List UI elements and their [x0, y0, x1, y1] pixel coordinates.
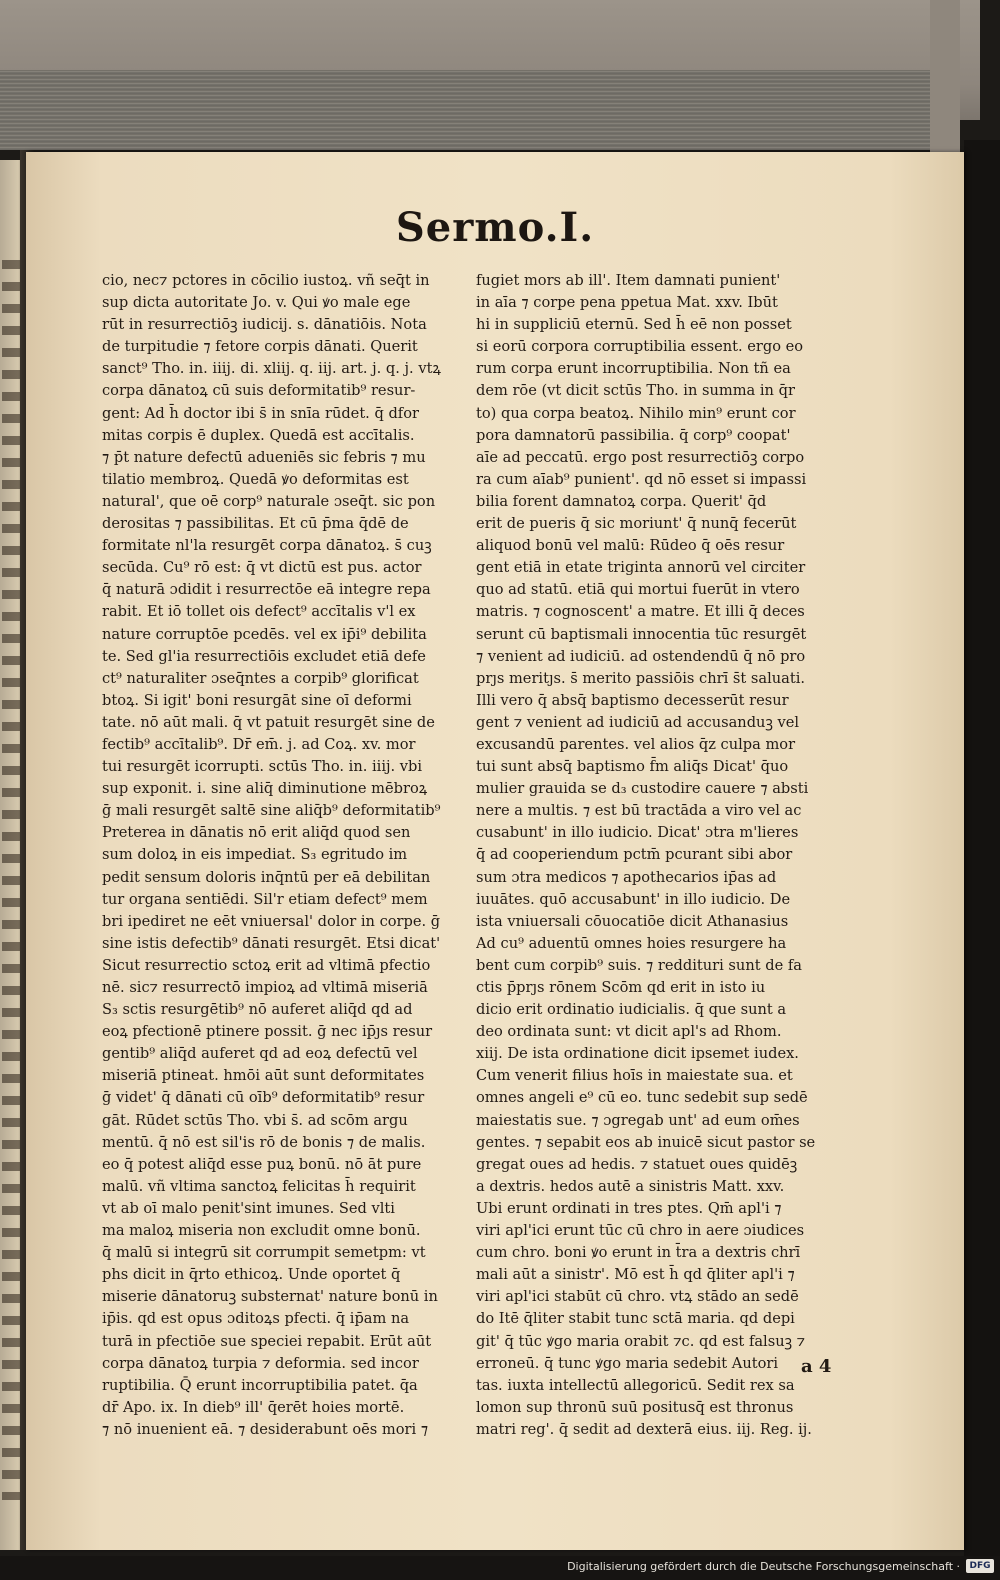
- text-line: Sicut resurrectio sctoꝝ erit ad vltimā pfectio: [102, 956, 431, 974]
- text-line: gentes. ⁊ sepabit eos ab inuicē sicut pastor se: [476, 1133, 816, 1151]
- footer-credit: Digitalisierung gefördert durch die Deutsche Forschungsgemeinschaft ·: [567, 1560, 960, 1573]
- text-line: cio, nec⁊ pctores in cōcilio iustoꝝ. vñ seq̄t in: [102, 272, 430, 289]
- text-line: gentib⁹ aliq̄d auferet qd ad eoꝝ defectū vel: [102, 1045, 418, 1063]
- text-line: S₃ sctis resurgētib⁹ nō auferet aliq̄d qd ad: [102, 1001, 413, 1019]
- text-line: te. Sed gl'ia resurrectiōis excludet etiā defe: [102, 647, 426, 665]
- text-line: nature corruptōe pcedēs. vel ex ip̄i⁹ debilita: [102, 625, 427, 643]
- text-line: iuuātes. quō accusabunt' in illo iudicio. De: [476, 890, 791, 908]
- text-line: serunt cū baptismali innocentia tūc resurgēt: [476, 625, 807, 643]
- text-line: dr̄ Apo. ix. In dieb⁹ ill' q̄erēt hoies mortē.: [102, 1398, 405, 1416]
- text-line: miseriā ptineat. hmōi aūt sunt deformitates: [102, 1067, 425, 1085]
- text-line: mentū. q̄ nō est sil'is rō de bonis ⁊ de malis.: [102, 1133, 426, 1151]
- text-line: ip̄is. qd est opus ɔditoꝝs pfecti. q̄ ip̄am na: [102, 1310, 410, 1328]
- text-line: corpa dānatoꝝ turpia ⁊ deformia. sed incor: [102, 1354, 419, 1372]
- text-line: sup exponit. i. sine aliq̄ diminutione mēbroꝝ: [102, 780, 428, 798]
- text-line: tas. iuxta intellectū allegoricū. Sedit rex sa: [476, 1376, 795, 1394]
- text-line: secūda. Cu⁹ rō est: q̄ vt dictū est pus. actor: [102, 559, 422, 577]
- text-line: a dextris. hedos autē a sinistris Matt. xxv.: [476, 1177, 785, 1195]
- text-line: pedit sensum doloris inq̄ntū per eā debilitan: [102, 868, 431, 886]
- text-line: prȷs meritȷs. s̄ merito passiōis chrī s̄t saluati.: [476, 669, 806, 687]
- text-line: natural', que oē corp⁹ naturale ɔseq̄t. sic pon: [102, 492, 436, 510]
- text-line: btoꝝ. Si igit' boni resurgāt sine oī deformi: [102, 691, 412, 709]
- text-line: nē. sic⁊ resurrectō impioꝝ ad vltimā miseriā: [102, 979, 428, 996]
- text-line: mulier grauida se d₃ custodire cauere ⁊ absti: [476, 780, 809, 798]
- text-line: sup dicta autoritate Jo. v. Qui ꝟo male ege: [102, 294, 411, 312]
- text-line: erroneū. q̄ tunc ꝟgo maria sedebit Autori: [476, 1354, 779, 1372]
- text-line: viri apl'ici stabūt cū chro. vtꝝ stādo an sedē: [476, 1288, 799, 1306]
- text-line: bri ipediret ne eēt vniuersal' dolor in corpe. ḡ: [102, 912, 441, 930]
- text-line: ruptibilia. Q̄ erunt incorruptibilia patet. q̄a: [102, 1376, 418, 1394]
- facing-page-text-margin: [2, 260, 22, 1500]
- text-column-left: [102, 270, 482, 1441]
- text-line: deo ordinata sunt: vt dicit apl's ad Rhom.: [476, 1023, 782, 1041]
- text-line: bilia forent damnatoꝝ corpa. Querit' q̄d: [476, 492, 767, 510]
- text-line: q̄ ad cooperiendum pctm̄ pcurant sibi abor: [476, 846, 793, 864]
- page-header: [26, 204, 964, 251]
- text-line: rabit. Et iō tollet ois defect⁹ accītalis v'l ex: [102, 603, 416, 621]
- text-line: tui sunt absq̄ baptismo f̄m aliq̄s Dicat' q̄uo: [476, 758, 789, 776]
- text-line: eoꝝ pfectionē ptinere possit. ḡ nec ip̄ȷs resur: [102, 1023, 433, 1041]
- text-line: ḡ mali resurgēt saltē sine aliq̄b⁹ deformitatib⁹: [102, 802, 441, 820]
- dfg-logo: DFG: [966, 1559, 994, 1573]
- text-line: ma maloꝝ miseria non excludit omne bonū.: [102, 1222, 421, 1240]
- text-line: omnes angeli e⁹ cū eo. tunc sedebit sup sedē: [476, 1089, 808, 1107]
- text-line: hi in suppliciū eternū. Sed h̄ eē non posset: [476, 316, 792, 334]
- text-line: excusandū parentes. vel alios q̄z culpa mor: [476, 735, 796, 753]
- text-column-right: [476, 270, 866, 1441]
- text-line: corpa dānatoꝝ cū suis deformitatib⁹ resur-: [102, 382, 416, 400]
- text-line: ⁊ nō inuenient eā. ⁊ desiderabunt oēs mori ⁊: [102, 1420, 429, 1438]
- text-line: eo q̄ potest aliq̄d esse puꝝ bonū. nō āt pure: [102, 1155, 422, 1173]
- text-line: gāt. Rūdet sctūs Tho. vbi s̄. ad scōm argu: [102, 1111, 408, 1129]
- text-line: malū. vñ vltima sanctoꝝ felicitas h̄ requirit: [102, 1177, 416, 1195]
- text-line: mali aūt a sinistr'. Mō est h̄ qd q̄liter apl'i ⁊: [476, 1266, 795, 1284]
- text-line: bent cum corpib⁹ suis. ⁊ reddituri sunt de fa: [476, 956, 802, 974]
- text-line: derositas ⁊ passibilitas. Et cū p̄ma q̄dē de: [102, 515, 409, 533]
- text-line: ⁊ p̄t nature defectū adueniēs sic febris ⁊ mu: [102, 448, 426, 466]
- text-line: formitate nl'la resurgēt corpa dānatoꝝ. s̄ cuꝫ: [102, 537, 432, 555]
- text-line: matri reg'. q̄ sedit ad dexterā eius. iij. Reg. ij.: [476, 1420, 812, 1438]
- text-line: rūt in resurrectiōꝫ iudicij. s. dānatiōis. Nota: [102, 316, 427, 334]
- text-line: vt ab oī malo penit'sint imunes. Sed vlti: [102, 1199, 395, 1217]
- text-line: tilatio membroꝝ. Quedā ꝟo deformitas est: [102, 470, 409, 488]
- text-line: lomon sup thronū suū positusq̄ est thronus: [476, 1398, 794, 1416]
- text-line: tate. nō aūt mali. q̄ vt patuit resurgēt sine de: [102, 713, 435, 731]
- page-edges: [0, 70, 930, 150]
- text-line: ḡ videt' q̄ dānati cū oīb⁹ deformitatib⁹ resur: [102, 1089, 425, 1107]
- text-line: dicio erit ordinatio iudicialis. q̄ que sunt a: [476, 1001, 787, 1019]
- text-line: sanct⁹ Tho. in. iiij. di. xliij. q. iij. art. j. q. j. vtꝝ: [102, 360, 441, 378]
- text-line: Illi vero q̄ absq̄ baptismo decesserūt resur: [476, 691, 789, 709]
- text-line: tui resurgēt icorrupti. sctūs Tho. in. iiij. vbi: [102, 758, 423, 776]
- text-line: si eorū corpora corruptibilia essent. ergo eo: [476, 338, 804, 356]
- text-line: aliquod bonū vel malū: Rūdeo q̄ oēs resur: [476, 537, 785, 555]
- text-line: pora damnatorū passibilia. q̄ corp⁹ coopat': [476, 426, 791, 444]
- scan-margin: [964, 140, 1000, 1560]
- text-line: mitas corpis ē duplex. Quedā est accītalis.: [102, 426, 415, 444]
- text-line: q̄ naturā ɔdidit i resurrectōe eā integre repa: [102, 581, 431, 599]
- text-line: gent ⁊ venient ad iudiciū ad accusanduꝫ vel: [476, 713, 800, 731]
- text-line: de turpitudie ⁊ fetore corpis dānati. Querit: [102, 338, 418, 356]
- text-line: Preterea in dānatis nō erit aliq̄d quod sen: [102, 824, 411, 842]
- text-line: matris. ⁊ cognoscent' a matre. Et illi q̄ deces: [476, 603, 805, 621]
- book-cover-corner: [930, 0, 960, 160]
- text-line: fugiet mors ab ill'. Item damnati punient': [476, 272, 781, 289]
- text-line: cum chro. boni ꝟo erunt in t̄ra a dextris chrī: [476, 1244, 801, 1262]
- footer-bar: [0, 1556, 1000, 1580]
- text-line: turā in pfectiōe sue speciei repabit. Erūt aūt: [102, 1332, 432, 1350]
- text-line: aīe ad peccatū. ergo post resurrectiōꝫ corpo: [476, 448, 805, 466]
- text-line: gregat oues ad hedis. ⁊ statuet oues quidēꝫ: [476, 1155, 798, 1173]
- text-line: ista vniuersali cōuocatiōe dicit Athanasius: [476, 912, 789, 930]
- text-line: sine istis defectib⁹ dānati resurgēt. Etsi dicat': [102, 934, 441, 952]
- text-line: tur organa sentiēdi. Sil'r etiam defect⁹ mem: [102, 890, 428, 908]
- text-line: ctis p̄prȷs rōnem Scōm qd erit in isto iu: [476, 979, 766, 996]
- text-line: Ad cu⁹ aduentū omnes hoies resurgere ha: [476, 934, 787, 952]
- text-line: quo ad statū. etiā qui mortui fuerūt in vtero: [476, 581, 800, 599]
- text-line: ⁊ venient ad iudiciū. ad ostendendū q̄ nō pro: [476, 647, 806, 665]
- text-line: do Itē q̄liter stabit tunc sctā maria. qd depi: [476, 1310, 795, 1328]
- text-line: erit de pueris q̄ sic moriunt' q̄ nunq̄ fecerūt: [476, 515, 797, 533]
- text-line: ct⁹ naturaliter ɔseq̄ntes a corpib⁹ glorificat: [102, 669, 419, 687]
- text-line: git' q̄ tūc ꝟgo maria orabit ⁊c. qd est falsuꝫ ⁊: [476, 1332, 806, 1350]
- text-line: viri apl'ici erunt tūc cū chro in aere ɔiudices: [476, 1222, 805, 1240]
- text-line: maiestatis sue. ⁊ ɔgregab unt' ad eum om̄es: [476, 1111, 800, 1129]
- text-line: sum ɔtra medicos ⁊ apothecarios ip̄as ad: [476, 868, 777, 886]
- text-line: ra cum aīab⁹ punient'. qd nō esset si impassi: [476, 470, 807, 488]
- text-line: sum doloꝝ in eis impediat. S₃ egritudo im: [102, 846, 408, 864]
- text-line: phs dicit in q̄rto ethicoꝝ. Unde oportet q̄: [102, 1266, 401, 1284]
- book-page: [26, 152, 964, 1550]
- text-line: Cum venerit filius hoīs in maiestate sua. et: [476, 1067, 793, 1085]
- text-line: Ubi erunt ordinati in tres ptes. Qm̄ apl'i ⁊: [476, 1199, 782, 1217]
- text-line: xiij. De ista ordinatione dicit ipsemet iudex.: [476, 1045, 799, 1063]
- text-line: in aīa ⁊ corpe pena ppetua Mat. xxv. Ibūt: [476, 294, 778, 312]
- signature-mark: a 4: [801, 1356, 832, 1377]
- text-line: cusabunt' in illo iudicio. Dicat' ɔtra m'lieres: [476, 824, 799, 842]
- text-line: gent: Ad h̄ doctor ibi s̄ in snīa rūdet. q̄ dfor: [102, 404, 419, 422]
- text-line: dem rōe (vt dicit sctūs Tho. in summa in q̄r: [476, 382, 795, 400]
- text-line: q̄ malū si integrū sit corrumpit semetpm: vt: [102, 1244, 426, 1262]
- text-line: fectib⁹ accītalib⁹. Dr̄ em̄. j. ad Coꝝ. xv. mor: [102, 735, 416, 753]
- text-line: nere a multis. ⁊ est bū tractāda a viro vel ac: [476, 802, 802, 820]
- running-head: Sermo.I.: [395, 204, 595, 251]
- text-line: miserie dānatoruꝫ substernat' nature bonū in: [102, 1288, 438, 1306]
- text-line: to) qua corpa beatoꝝ. Nihilo min⁹ erunt cor: [476, 404, 796, 422]
- text-line: gent etiā in etate triginta annorū vel circiter: [476, 559, 806, 577]
- text-line: rum corpa erunt incorruptibilia. Non tñ ea: [476, 360, 791, 378]
